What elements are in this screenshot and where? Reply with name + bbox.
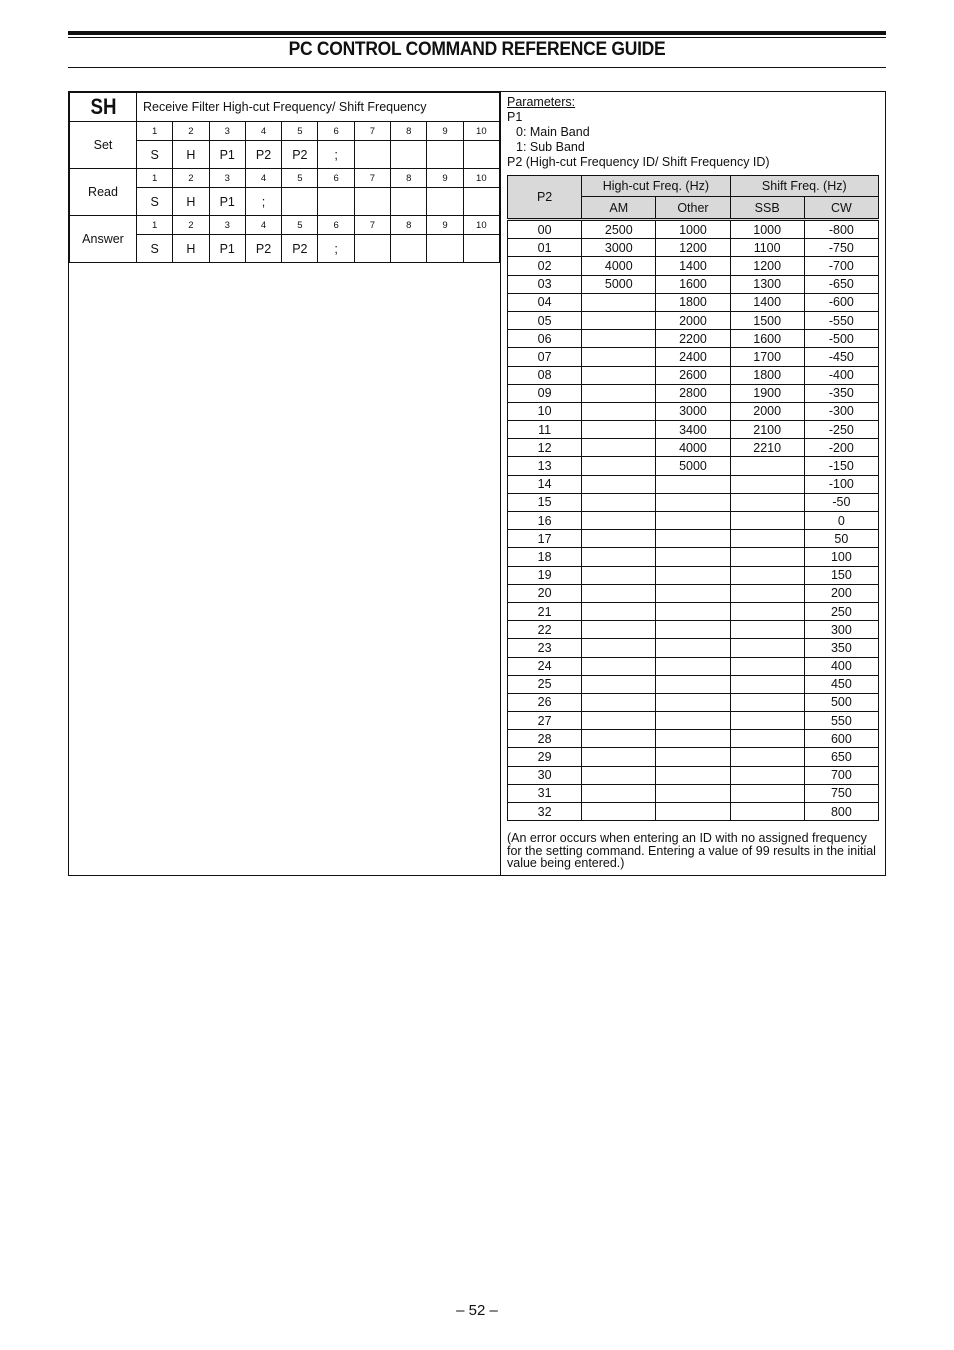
table-cell: 2210	[730, 439, 804, 457]
table-row	[508, 348, 879, 366]
command-char-cell: ;	[318, 235, 354, 263]
table-cell: -200	[804, 439, 878, 457]
table-cell	[582, 784, 656, 802]
table-cell	[582, 803, 656, 821]
position-number: 1	[137, 216, 173, 235]
table-cell	[582, 330, 656, 348]
command-char-cell: P1	[209, 141, 245, 169]
table-cell: 17	[508, 530, 582, 548]
command-char-cell: P2	[245, 235, 281, 263]
table-cell: 1900	[730, 384, 804, 402]
table-cell	[582, 366, 656, 384]
table-cell: 3000	[582, 239, 656, 257]
table-row	[508, 366, 879, 384]
command-char-cell: H	[173, 188, 209, 216]
table-cell	[656, 712, 730, 730]
command-char-cell: H	[173, 235, 209, 263]
table-row	[508, 220, 879, 239]
column-divider	[500, 91, 501, 876]
table-cell: 11	[508, 421, 582, 439]
table-cell: 750	[804, 784, 878, 802]
table-cell: 15	[508, 493, 582, 511]
table-row	[508, 784, 879, 802]
shift-group-header: Shift Freq. (Hz)	[730, 176, 878, 197]
table-cell	[730, 493, 804, 511]
table-cell	[582, 493, 656, 511]
table-cell	[656, 475, 730, 493]
table-cell	[730, 766, 804, 784]
position-number: 4	[245, 169, 281, 188]
position-number: 2	[173, 122, 209, 141]
table-cell: -100	[804, 475, 878, 493]
table-cell: 19	[508, 566, 582, 584]
command-format-table	[69, 92, 500, 263]
table-cell	[582, 602, 656, 620]
command-char-cell: ;	[245, 188, 281, 216]
table-cell: 1700	[730, 348, 804, 366]
command-char-cell	[463, 235, 499, 263]
command-char-cell: S	[137, 235, 173, 263]
table-cell: -250	[804, 421, 878, 439]
table-cell: 06	[508, 330, 582, 348]
table-row	[508, 566, 879, 584]
table-cell	[582, 657, 656, 675]
table-row	[508, 730, 879, 748]
table-cell: 28	[508, 730, 582, 748]
table-cell	[656, 657, 730, 675]
position-number: 2	[173, 216, 209, 235]
table-cell	[582, 475, 656, 493]
command-description: Receive Filter High-cut Frequency/ Shift Frequency	[137, 93, 500, 122]
parameters-block	[507, 95, 879, 170]
table-cell: 500	[804, 693, 878, 711]
table-cell	[656, 566, 730, 584]
position-number: 1	[137, 169, 173, 188]
table-cell	[730, 602, 804, 620]
table-cell: 3000	[656, 402, 730, 420]
table-row	[508, 712, 879, 730]
table-cell	[730, 657, 804, 675]
table-cell: 01	[508, 239, 582, 257]
table-cell	[656, 493, 730, 511]
table-cell	[730, 675, 804, 693]
command-char-cell: P2	[282, 235, 318, 263]
table-cell: 31	[508, 784, 582, 802]
table-cell	[582, 730, 656, 748]
command-char-cell	[318, 188, 354, 216]
table-cell	[656, 675, 730, 693]
table-cell	[656, 730, 730, 748]
command-char-cell	[427, 235, 463, 263]
table-cell: 12	[508, 439, 582, 457]
table-cell: 1600	[656, 275, 730, 293]
table-cell	[730, 512, 804, 530]
cw-column-header: CW	[804, 197, 878, 220]
table-cell	[582, 348, 656, 366]
table-cell: 18	[508, 548, 582, 566]
table-cell	[730, 548, 804, 566]
table-cell	[582, 421, 656, 439]
table-cell	[582, 439, 656, 457]
position-number: 3	[209, 122, 245, 141]
position-number: 3	[209, 216, 245, 235]
position-number: 1	[137, 122, 173, 141]
table-row	[508, 803, 879, 821]
command-char-cell	[282, 188, 318, 216]
table-cell	[730, 730, 804, 748]
table-row	[508, 439, 879, 457]
table-cell: 25	[508, 675, 582, 693]
table-cell: 22	[508, 621, 582, 639]
table-row	[508, 493, 879, 511]
command-char-cell	[391, 141, 427, 169]
table-cell	[730, 457, 804, 475]
table-row	[508, 748, 879, 766]
table-cell: 21	[508, 602, 582, 620]
position-number: 4	[245, 216, 281, 235]
table-cell: -450	[804, 348, 878, 366]
position-number: 10	[463, 216, 499, 235]
table-cell: 1200	[656, 239, 730, 257]
table-row	[508, 402, 879, 420]
command-char-cell	[427, 188, 463, 216]
table-cell: 08	[508, 366, 582, 384]
table-cell: 23	[508, 639, 582, 657]
table-cell: -350	[804, 384, 878, 402]
ssb-column-header: SSB	[730, 197, 804, 220]
table-cell	[730, 530, 804, 548]
position-number: 4	[245, 122, 281, 141]
table-cell	[730, 621, 804, 639]
table-cell: 1000	[656, 220, 730, 239]
table-cell	[582, 584, 656, 602]
table-cell: 600	[804, 730, 878, 748]
table-cell: 1500	[730, 311, 804, 329]
table-cell	[730, 566, 804, 584]
table-row	[508, 257, 879, 275]
table-cell: -600	[804, 293, 878, 311]
table-cell: 1800	[730, 366, 804, 384]
command-char-cell	[391, 235, 427, 263]
table-cell	[656, 621, 730, 639]
command-char-cell: ;	[318, 141, 354, 169]
header-rule-thick	[68, 31, 886, 35]
table-cell: 150	[804, 566, 878, 584]
table-cell: 00	[508, 220, 582, 239]
table-row	[508, 512, 879, 530]
table-cell	[582, 311, 656, 329]
position-number: 2	[173, 169, 209, 188]
p1-title: P1	[507, 110, 523, 124]
position-number: 9	[427, 216, 463, 235]
table-cell: 450	[804, 675, 878, 693]
table-cell: 1100	[730, 239, 804, 257]
table-cell: 14	[508, 475, 582, 493]
table-cell	[582, 512, 656, 530]
table-cell	[656, 784, 730, 802]
p1-option-sub: 1: Sub Band	[516, 140, 585, 154]
frequency-table	[507, 175, 879, 821]
table-row	[508, 548, 879, 566]
table-cell: 13	[508, 457, 582, 475]
table-row	[508, 457, 879, 475]
table-cell: 3400	[656, 421, 730, 439]
table-cell	[656, 766, 730, 784]
command-char-cell	[354, 141, 390, 169]
table-cell: 30	[508, 766, 582, 784]
table-cell: 5000	[656, 457, 730, 475]
position-number: 10	[463, 169, 499, 188]
table-cell	[730, 475, 804, 493]
position-number: 6	[318, 216, 354, 235]
table-row	[508, 693, 879, 711]
table-row	[508, 584, 879, 602]
table-cell	[730, 693, 804, 711]
command-char-cell	[463, 188, 499, 216]
table-cell: 05	[508, 311, 582, 329]
table-cell: 350	[804, 639, 878, 657]
position-number: 7	[354, 216, 390, 235]
table-row	[508, 602, 879, 620]
table-cell: -300	[804, 402, 878, 420]
table-row	[508, 239, 879, 257]
table-cell	[656, 512, 730, 530]
table-row	[508, 639, 879, 657]
table-cell: 250	[804, 602, 878, 620]
table-cell: 2500	[582, 220, 656, 239]
page-title: PC CONTROL COMMAND REFERENCE GUIDE	[288, 39, 666, 60]
position-number: 7	[354, 169, 390, 188]
table-row	[508, 384, 879, 402]
table-cell: 1300	[730, 275, 804, 293]
table-cell	[582, 530, 656, 548]
position-number: 7	[354, 122, 390, 141]
table-cell	[730, 784, 804, 802]
command-char-cell	[391, 188, 427, 216]
table-cell: 2000	[656, 311, 730, 329]
table-cell: 32	[508, 803, 582, 821]
position-number: 3	[209, 169, 245, 188]
table-cell: 800	[804, 803, 878, 821]
parameters-heading: Parameters:	[507, 95, 576, 109]
p1-option-main: 0: Main Band	[516, 125, 590, 139]
table-cell: 07	[508, 348, 582, 366]
table-cell: 26	[508, 693, 582, 711]
table-cell: 1800	[656, 293, 730, 311]
table-cell: 27	[508, 712, 582, 730]
table-cell: 300	[804, 621, 878, 639]
table-cell	[730, 748, 804, 766]
command-char-cell	[354, 235, 390, 263]
table-cell: -500	[804, 330, 878, 348]
position-number: 8	[391, 216, 427, 235]
table-row	[508, 475, 879, 493]
position-number: 5	[282, 122, 318, 141]
table-cell	[656, 530, 730, 548]
position-number: 5	[282, 169, 318, 188]
position-number: 8	[391, 169, 427, 188]
table-cell: -800	[804, 220, 878, 239]
table-cell: 200	[804, 584, 878, 602]
table-row	[508, 621, 879, 639]
command-char-cell	[463, 141, 499, 169]
table-cell: 0	[804, 512, 878, 530]
table-cell	[582, 384, 656, 402]
table-cell: 1200	[730, 257, 804, 275]
other-column-header: Other	[656, 197, 730, 220]
table-cell: 20	[508, 584, 582, 602]
table-cell: -550	[804, 311, 878, 329]
table-cell: 5000	[582, 275, 656, 293]
table-row	[508, 766, 879, 784]
am-column-header: AM	[582, 197, 656, 220]
command-char-cell: H	[173, 141, 209, 169]
table-row	[508, 675, 879, 693]
table-cell	[656, 693, 730, 711]
table-cell	[582, 457, 656, 475]
table-cell: 04	[508, 293, 582, 311]
table-cell: 2200	[656, 330, 730, 348]
table-cell	[582, 293, 656, 311]
table-cell	[656, 748, 730, 766]
table-cell: 1600	[730, 330, 804, 348]
table-cell	[582, 621, 656, 639]
table-row	[508, 311, 879, 329]
table-cell: 29	[508, 748, 582, 766]
highcut-group-header: High-cut Freq. (Hz)	[582, 176, 730, 197]
table-cell: -400	[804, 366, 878, 384]
table-row	[508, 293, 879, 311]
command-row-label: Read	[70, 169, 137, 216]
position-number: 9	[427, 122, 463, 141]
table-cell: 4000	[656, 439, 730, 457]
table-cell	[582, 566, 656, 584]
table-cell: 650	[804, 748, 878, 766]
position-number: 8	[391, 122, 427, 141]
table-cell	[582, 748, 656, 766]
table-cell: 09	[508, 384, 582, 402]
table-cell: 2000	[730, 402, 804, 420]
table-cell: 1400	[730, 293, 804, 311]
table-cell	[730, 803, 804, 821]
table-cell	[656, 548, 730, 566]
command-char-cell	[354, 188, 390, 216]
table-cell	[582, 766, 656, 784]
table-cell: 50	[804, 530, 878, 548]
table-cell	[582, 712, 656, 730]
table-cell: 2100	[730, 421, 804, 439]
command-char-cell: S	[137, 141, 173, 169]
table-cell: 2600	[656, 366, 730, 384]
command-char-cell: P1	[209, 235, 245, 263]
p2-title: P2 (High-cut Frequency ID/ Shift Frequency ID)	[507, 155, 770, 169]
table-cell: 400	[804, 657, 878, 675]
table-cell	[730, 639, 804, 657]
table-cell: 2800	[656, 384, 730, 402]
table-cell	[582, 402, 656, 420]
p2-column-header: P2	[508, 176, 582, 220]
command-char-cell: P2	[282, 141, 318, 169]
table-row	[508, 530, 879, 548]
table-cell	[582, 675, 656, 693]
table-cell: -150	[804, 457, 878, 475]
table-cell: 10	[508, 402, 582, 420]
table-cell: -650	[804, 275, 878, 293]
table-cell	[730, 712, 804, 730]
table-cell: 1400	[656, 257, 730, 275]
command-char-cell: P1	[209, 188, 245, 216]
table-cell	[656, 803, 730, 821]
error-note: (An error occurs when entering an ID with no assigned frequency for the setting command. Entering a value of 99 results in the initial value being entered.)	[507, 831, 876, 870]
command-char-cell: P2	[245, 141, 281, 169]
table-cell: 700	[804, 766, 878, 784]
table-cell: 03	[508, 275, 582, 293]
table-cell: -700	[804, 257, 878, 275]
page-number: – 52 –	[456, 1302, 498, 1319]
table-cell	[582, 548, 656, 566]
table-cell: 1000	[730, 220, 804, 239]
table-cell	[582, 639, 656, 657]
position-number: 6	[318, 169, 354, 188]
table-cell: 550	[804, 712, 878, 730]
command-char-cell: S	[137, 188, 173, 216]
table-row	[508, 275, 879, 293]
position-number: 5	[282, 216, 318, 235]
table-cell	[656, 602, 730, 620]
position-number: 10	[463, 122, 499, 141]
command-row-label: Answer	[70, 216, 137, 263]
command-row-label: Set	[70, 122, 137, 169]
table-cell	[656, 584, 730, 602]
table-cell	[582, 693, 656, 711]
table-cell: -50	[804, 493, 878, 511]
position-number: 6	[318, 122, 354, 141]
command-code: SH	[75, 93, 132, 122]
table-cell: 100	[804, 548, 878, 566]
command-char-cell	[427, 141, 463, 169]
table-cell	[656, 639, 730, 657]
table-cell: 24	[508, 657, 582, 675]
table-cell: 2400	[656, 348, 730, 366]
table-row	[508, 421, 879, 439]
table-cell: -750	[804, 239, 878, 257]
table-row	[508, 657, 879, 675]
table-cell: 16	[508, 512, 582, 530]
table-cell: 02	[508, 257, 582, 275]
header-rule-bottom	[68, 67, 886, 68]
table-row	[508, 330, 879, 348]
table-cell: 4000	[582, 257, 656, 275]
table-cell	[730, 584, 804, 602]
position-number: 9	[427, 169, 463, 188]
